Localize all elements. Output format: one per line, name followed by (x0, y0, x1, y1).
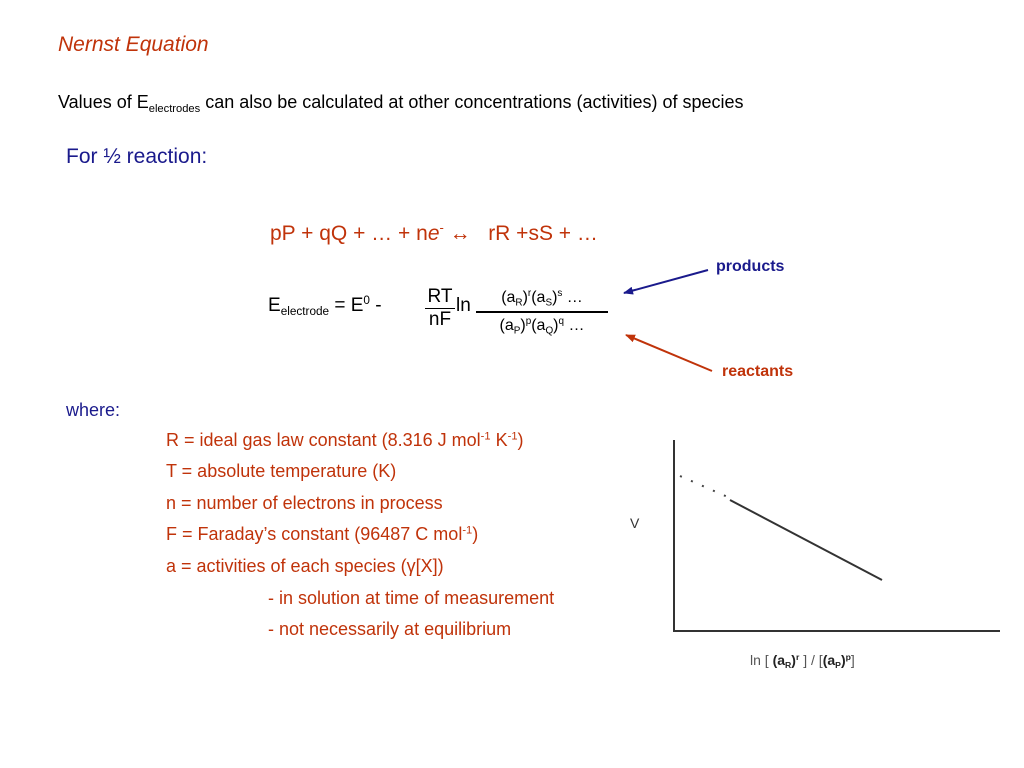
nernst-lhs: $E_{electrode} = E^0$ - (268, 293, 382, 319)
ln-operator: ln (456, 295, 471, 316)
fraction-denominator: nF (428, 309, 452, 330)
definition-f: F = Faraday’s constant (96487 C mol$^{-1}$) (166, 524, 479, 544)
graph-x-label: ln [ $(a_R)^r$ ] / $[(a_P)^p]$ (750, 651, 855, 671)
fraction-numerator: RT (427, 286, 453, 307)
definition-r: R = ideal gas law constant (8.316 J mol$^{-1}$ $K^{-1}$) (166, 430, 524, 450)
graph-data-line (730, 500, 882, 580)
half-reaction-label: For ½ reaction: (66, 145, 208, 168)
products-label: products (716, 258, 785, 275)
graph-dotted-extrapolation (680, 476, 730, 498)
quotient-denominator: $(a_P)^p(a_Q)^q$ … (499, 316, 585, 337)
activity-note-solution: - in solution at time of measurement (268, 588, 555, 608)
where-label: where: (66, 400, 121, 420)
definition-t: T = absolute temperature (K) (166, 461, 397, 481)
products-arrow (624, 270, 708, 293)
reactants-arrow (626, 335, 712, 371)
reactants-label: reactants (722, 363, 794, 380)
half-reaction-equation: pP + qQ + … + ne- ↔ rR +sS + … (270, 220, 598, 245)
quotient-numerator: $(a_R)^r(a_S)^s$ … (501, 288, 583, 309)
intro-text: Values of $E_{electrodes}$ can also be calculated at other concentrations (activities) of species (58, 92, 744, 115)
graph-y-label: V (630, 515, 640, 531)
definition-n: n = number of electrons in process (166, 493, 443, 513)
activity-note-equilibrium: - not necessarily at equilibrium (268, 619, 512, 639)
definition-a: a = activities of each species (γ[X]) (166, 556, 444, 576)
page-title: Nernst Equation (58, 33, 209, 56)
